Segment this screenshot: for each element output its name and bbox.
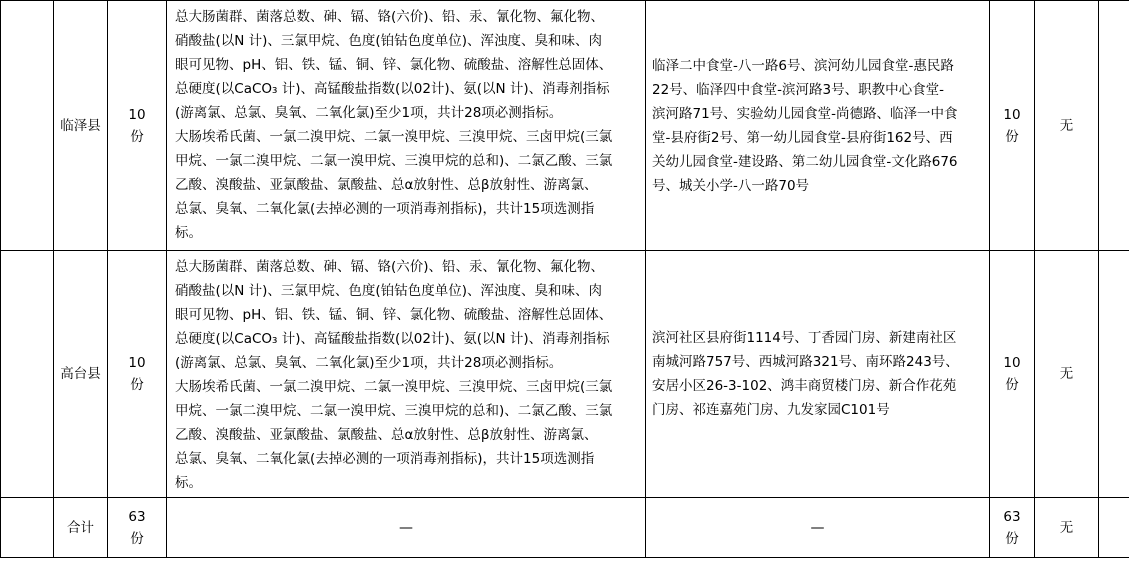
address-cell [646, 1, 990, 251]
requirement-line: 眼可见物、pH、铝、铁、锰、铜、锌、氯化物、硫酸盐、溶解性总固体、 [175, 57, 613, 73]
address-line: 号、城关小学-八一路70号 [652, 177, 810, 194]
row-stub [1, 251, 54, 498]
address-line: 临泽二中食堂-八一路6号、滨河幼儿园食堂-惠民路 [652, 57, 954, 74]
total-row [1, 498, 1129, 558]
county-cell: 临泽县 [54, 1, 108, 251]
blank-cell [1099, 498, 1129, 558]
requirement-line: 总氯、臭氧、二氧化氯(去掉必测的一项消毒剂指标)，共计15项选测指 [175, 451, 595, 467]
address-line: 门房、祁连嘉苑门房、九发家园C101号 [652, 402, 890, 418]
total-requirement: — [167, 498, 646, 558]
requirement-line: (游离氯、总氯、臭氧、二氧化氯)至少1项，共计28项必测指标。 [175, 355, 563, 371]
address-line: 关幼儿园食堂-建设路、第二幼儿园食堂-文化路676 [652, 153, 958, 170]
requirement-line: 大肠埃希氏菌、一氯二溴甲烷、二氯一溴甲烷、三溴甲烷、三卤甲烷(三氯 [175, 129, 613, 145]
requirement-line: 乙酸、溴酸盐、亚氯酸盐、氯酸盐、总α放射性、总β放射性、游离氯、 [175, 177, 598, 193]
row-stub [1, 1, 54, 251]
quantity-value: 10份 [128, 106, 146, 145]
requirement-line: 总大肠菌群、菌落总数、砷、镉、铬(六价)、铅、汞、氰化物、氟化物、 [175, 9, 605, 25]
total-address: — [646, 498, 990, 558]
requirement-line: 硝酸盐(以N 计)、三氯甲烷、色度(铂钴色度单位)、浑浊度、臭和味、肉 [175, 283, 602, 299]
requirement-line: 眼可见物、pH、铝、铁、锰、铜、锌、氯化物、硫酸盐、溶解性总固体、 [175, 307, 613, 323]
blank-cell [1099, 251, 1129, 498]
address-line: 22号、临泽四中食堂-滨河路3号、职教中心食堂- [652, 81, 945, 98]
requirement-line: 总氯、臭氧、二氧化氯(去掉必测的一项消毒剂指标)，共计15项选测指 [175, 201, 595, 217]
requirement-line: 标。 [175, 225, 202, 241]
total-quantity: 63份 [128, 508, 146, 547]
count-value: 10份 [1003, 355, 1021, 393]
address-cell [646, 251, 990, 498]
blank-cell [1099, 1, 1129, 251]
count-value: 10份 [1003, 106, 1021, 145]
count-cell [990, 1, 1035, 251]
requirement-line: 硝酸盐(以N 计)、三氯甲烷、色度(铂钴色度单位)、浑浊度、臭和味、肉 [175, 33, 602, 49]
requirement-cell [167, 251, 646, 498]
count-cell [990, 251, 1035, 498]
table-row [1, 251, 1129, 498]
address-line: 滨河社区县府街1114号、丁香园门房、新建南社区 [652, 330, 957, 346]
table-row [1, 1, 1129, 251]
total-count-cell [990, 498, 1035, 558]
row-stub [1, 498, 54, 558]
address-line: 堂-县府街2号、第一幼儿园食堂-县府街162号、西 [652, 129, 953, 146]
requirement-line: 总大肠菌群、菌落总数、砷、镉、铬(六价)、铅、汞、氰化物、氟化物、 [175, 259, 605, 275]
total-count: 63份 [1003, 508, 1021, 547]
requirement-line: 标。 [175, 475, 202, 491]
remark-cell: 无 [1035, 251, 1099, 498]
quantity-cell [108, 251, 167, 498]
requirement-line: 甲烷、一氯二溴甲烷、二氯一溴甲烷、三溴甲烷的总和)、二氯乙酸、三氯 [175, 153, 613, 169]
requirement-line: 甲烷、一氯二溴甲烷、二氯一溴甲烷、三溴甲烷的总和)、二氯乙酸、三氯 [175, 403, 613, 419]
address-line: 南城河路757号、西城河路321号、南环路243号、 [652, 354, 959, 370]
remark-cell: 无 [1035, 1, 1099, 251]
requirement-line: (游离氯、总氯、臭氧、二氧化氯)至少1项，共计28项必测指标。 [175, 105, 563, 121]
requirement-line: 大肠埃希氏菌、一氯二溴甲烷、二氯一溴甲烷、三溴甲烷、三卤甲烷(三氯 [175, 379, 613, 395]
total-label: 合计 [54, 498, 108, 558]
address-line: 滨河路71号、实验幼儿园食堂-尚德路、临泽一中食 [652, 105, 958, 122]
address-line: 安居小区26-3-102、鸿丰商贸楼门房、新合作花苑 [652, 378, 957, 394]
total-quantity-cell [108, 498, 167, 558]
quantity-cell [108, 1, 167, 251]
total-remark: 无 [1035, 498, 1099, 558]
requirement-line: 总硬度(以CaCO₃ 计)、高锰酸盐指数(以02计)、氨(以N 计)、消毒剂指标 [175, 81, 610, 97]
requirement-line: 乙酸、溴酸盐、亚氯酸盐、氯酸盐、总α放射性、总β放射性、游离氯、 [175, 427, 598, 443]
quantity-value: 10份 [128, 355, 146, 393]
county-cell: 高台县 [54, 251, 108, 498]
requirement-line: 总硬度(以CaCO₃ 计)、高锰酸盐指数(以02计)、氨(以N 计)、消毒剂指标 [175, 331, 610, 347]
requirement-cell [167, 1, 646, 251]
